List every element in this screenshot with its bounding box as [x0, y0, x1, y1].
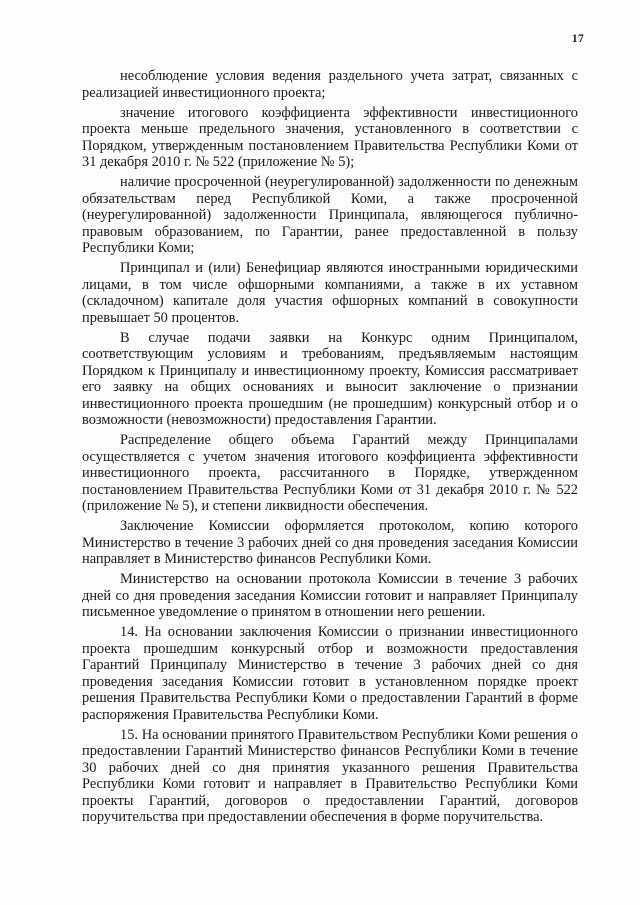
paragraph: В случае подачи заявки на Конкурс одним Принципалом, соответствующим условиям и требованиям, предъявляемым настоящим Порядком к Принципалу и инвестиционному проекту, Комиссия рассматривает его заявку на общих основаниях и выносит заключение о признании инвестиционного проекта прошедшим (не прошедшим) конкурсный отбор и о возможности (невозможности) предоставления Гарантии. — [82, 329, 578, 428]
page-number: 17 — [571, 33, 584, 45]
paragraph: значение итогового коэффициента эффективности инвестиционного проекта меньше предельного значения, установленного в соответствии с Порядком, утвержденным постановлением Правительства Республики Коми от 31 декабря 2010 г. № 522 (приложение № 5); — [82, 104, 578, 170]
paragraph: Заключение Комиссии оформляется протоколом, копию которого Министерство в течение 3 рабочих дней со дня проведения заседания Комиссии направляет в Министерство финансов Республики Коми. — [82, 518, 578, 567]
document-body — [82, 68, 578, 828]
paragraph: 14. На основании заключения Комиссии о признании инвестиционного проекта прошедшим конкурсный отбор и возможности предоставления Гарантий Принципалу Министерство в течение 3 рабочих дней со дня проведения заседания Комиссии готовит в установленном порядке проект решения Правительства Республики Коми о предоставлении Гарантий в форме распоряжения Правительства Республики Коми. — [82, 624, 578, 723]
paragraph: Принципал и (или) Бенефициар являются иностранными юридическими лицами, в том числе офшорными компаниями, а также в их уставном (складочном) капитале доля участия офшорных компаний в совокупности превышает 50 процентов. — [82, 260, 578, 326]
paragraph: наличие просроченной (неурегулированной) задолженности по денежным обязательствам перед Республикой Коми, а также просроченной (неурегулированной) задолженности Принципала, являющегося публично-правовым образованием, по Гарантии, ранее предоставленной в пользу Республики Коми; — [82, 174, 578, 256]
paragraph: Министерство на основании протокола Комиссии в течение 3 рабочих дней со дня проведения заседания Комиссии готовит и направляет Принципалу письменное уведомление о принятом в отношении него решении. — [82, 571, 578, 620]
paragraph: несоблюдение условия ведения раздельного учета затрат, связанных с реализацией инвестиционного проекта; — [82, 68, 578, 101]
paragraph: 15. На основании принятого Правительством Республики Коми решения о предоставлении Гарантий Министерство финансов Республики Коми в течение 30 рабочих дней со дня принятия указанного решения Правительства Республики Коми готовит и направляет в Правительство Республики Коми проекты Гарантий, договоров о предоставлении Гарантий, договоров поручительства при предоставлении обеспечения в форме поручительства. — [82, 726, 578, 825]
paragraph: Распределение общего объема Гарантий между Принципалами осуществляется с учетом значения итогового коэффициента эффективности инвестиционного проекта, рассчитанного в Порядке, утвержденном постановлением Правительства Республики Коми от 31 декабря 2010 г. № 522 (приложение № 5), и степени ликвидности обеспечения. — [82, 432, 578, 514]
